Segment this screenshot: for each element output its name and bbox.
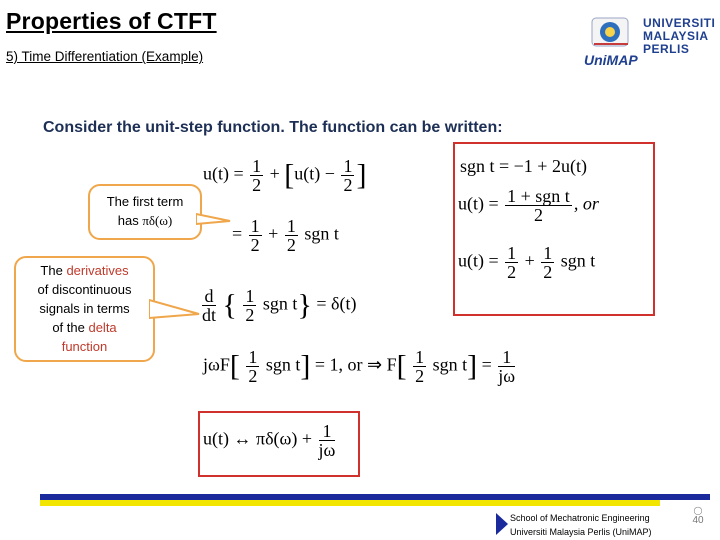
equation-ut-split: u(t) = $\frac{1}{2}$ + [u(t) − $\frac{1}{2}$ ]: [203, 156, 367, 195]
equation-derivative: $\frac{d}{dt}$ { $\frac{1}{2}$ sgn t} = δ(t): [202, 286, 357, 325]
callout-first-term-pointer: [196, 212, 232, 226]
page-number: ◯ 40: [692, 506, 704, 526]
logo-abbreviation: UniMAP: [584, 52, 638, 68]
footer-arrow-icon: [496, 513, 508, 535]
callout-derivatives: The derivatives of discontinuous signals in terms of the delta function: [14, 256, 155, 362]
intro-text: Consider the unit-step function. The function can be written:: [43, 119, 503, 136]
equation-half-sgn: = $\frac{1}{2}$ + $\frac{1}{2}$ sgn t: [232, 216, 339, 255]
slide-subtitle: 5) Time Differentiation (Example): [6, 49, 204, 64]
equation-final-pair: u(t) ↔ πδ(ω) + $\frac{1}{j\omega}$: [203, 421, 336, 460]
footer-institution: School of Mechatronic Engineering Universiti Malaysia Perlis (UniMAP): [510, 513, 652, 537]
slide-title: Properties of CTFT: [6, 8, 217, 34]
footer-bar: [40, 494, 710, 506]
university-logo: [582, 14, 718, 70]
callout-derivatives-pointer: [149, 296, 201, 326]
logo-wordmark: UNIVERSITI MALAYSIA PERLIS: [643, 16, 716, 56]
callout-first-term: The first term has πδ(ω): [88, 184, 202, 240]
crest-icon: [584, 14, 638, 52]
equation-ut-half: u(t) = $\frac{1}{2}$ + $\frac{1}{2}$ sgn t: [458, 243, 596, 282]
equation-fourier: jωF[ $\frac{1}{2}$ sgn t] = 1, or ⇒ F[ $\frac{1}{2}$ sgn t] = $\frac{1}{j\omega}$: [203, 347, 516, 386]
equation-ut-sgn: u(t) = $\frac{\text{1 + sgn t}}{2}$ , or: [458, 186, 599, 225]
equation-sgn-def: sgn t = −1 + 2u(t): [460, 156, 587, 176]
